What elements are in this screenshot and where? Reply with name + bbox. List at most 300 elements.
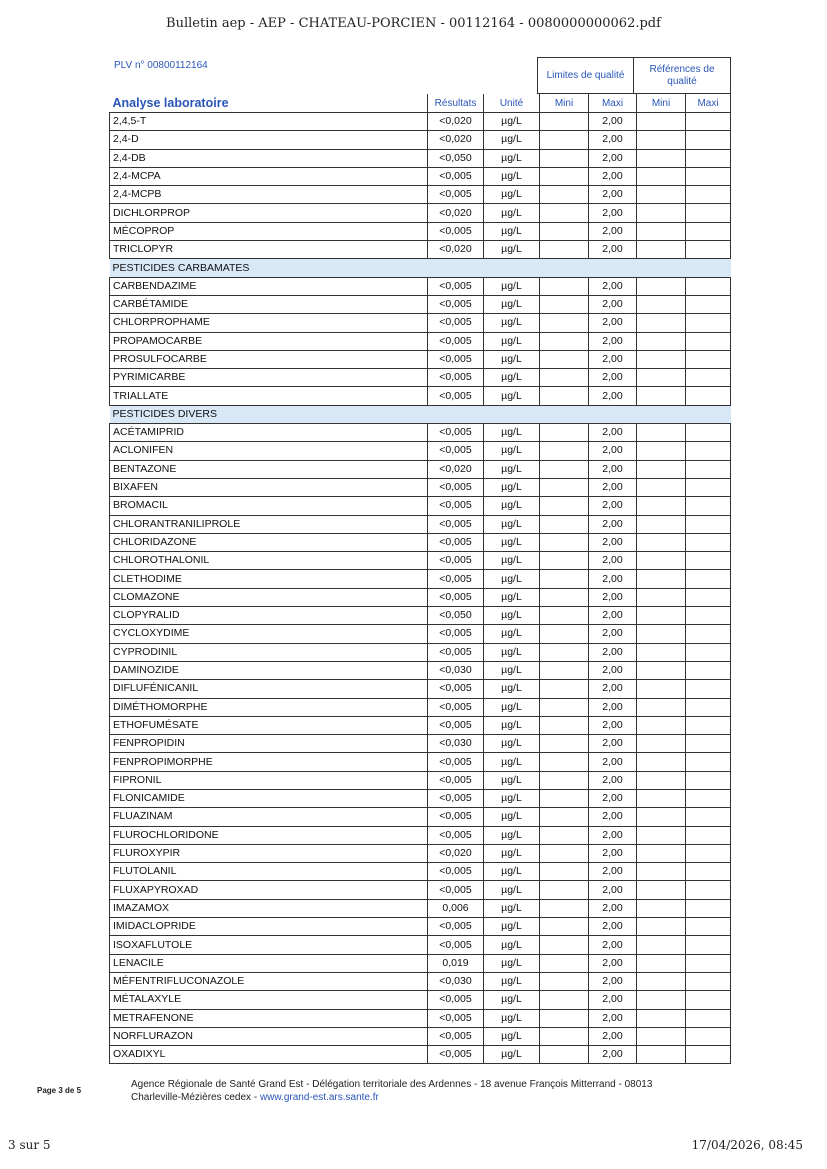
unit-value: µg/L <box>484 844 540 862</box>
result-value: <0,005 <box>428 478 484 496</box>
ref-min-value <box>637 954 686 972</box>
col-limits-min: Mini <box>540 94 589 113</box>
ref-min-value <box>637 881 686 899</box>
limit-max-value: 2,00 <box>589 698 637 716</box>
col-refs-min: Mini <box>637 94 686 113</box>
ref-min-value <box>637 899 686 917</box>
ref-max-value <box>686 808 731 826</box>
unit-value: µg/L <box>484 442 540 460</box>
parameter-name: ACLONIFEN <box>110 442 428 460</box>
table-row <box>110 936 731 954</box>
parameter-name: 2,4-MCPB <box>110 186 428 204</box>
parameter-name: CARBÉTAMIDE <box>110 295 428 313</box>
table-row <box>110 369 731 387</box>
limit-max-value: 2,00 <box>589 460 637 478</box>
ref-min-value <box>637 972 686 990</box>
limit-min-value <box>540 314 589 332</box>
result-value: <0,005 <box>428 863 484 881</box>
parameter-name: DIMÉTHOMORPHE <box>110 698 428 716</box>
table-row <box>110 1046 731 1064</box>
table-row <box>110 881 731 899</box>
ref-max-value <box>686 332 731 350</box>
ref-min-value <box>637 424 686 442</box>
parameter-name: 2,4-DB <box>110 149 428 167</box>
parameter-name: CHLOROTHALONIL <box>110 552 428 570</box>
table-row <box>110 954 731 972</box>
limit-min-value <box>540 167 589 185</box>
unit-value: µg/L <box>484 643 540 661</box>
ref-min-value <box>637 186 686 204</box>
result-value: <0,005 <box>428 570 484 588</box>
result-value: <0,020 <box>428 131 484 149</box>
ref-min-value <box>637 387 686 405</box>
result-value: 0,019 <box>428 954 484 972</box>
table-row <box>110 588 731 606</box>
unit-value: µg/L <box>484 369 540 387</box>
result-value: <0,005 <box>428 881 484 899</box>
table-row <box>110 241 731 259</box>
limit-max-value: 2,00 <box>589 314 637 332</box>
table-row <box>110 332 731 350</box>
limit-max-value: 2,00 <box>589 369 637 387</box>
limit-min-value <box>540 332 589 350</box>
ref-min-value <box>637 369 686 387</box>
limit-min-value <box>540 991 589 1009</box>
ref-min-value <box>637 753 686 771</box>
parameter-name: PROSULFOCARBE <box>110 350 428 368</box>
limit-max-value: 2,00 <box>589 350 637 368</box>
result-value: <0,020 <box>428 241 484 259</box>
limit-max-value: 2,00 <box>589 735 637 753</box>
ref-min-value <box>637 661 686 679</box>
limit-max-value: 2,00 <box>589 149 637 167</box>
ref-max-value <box>686 863 731 881</box>
unit-value: µg/L <box>484 661 540 679</box>
result-value: <0,005 <box>428 808 484 826</box>
ref-max-value <box>686 881 731 899</box>
ref-min-value <box>637 277 686 295</box>
unit-value: µg/L <box>484 460 540 478</box>
limit-max-value: 2,00 <box>589 497 637 515</box>
parameter-name: CLETHODIME <box>110 570 428 588</box>
limit-max-value: 2,00 <box>589 991 637 1009</box>
col-results: Résultats <box>428 94 484 113</box>
result-value: <0,050 <box>428 607 484 625</box>
limit-min-value <box>540 625 589 643</box>
limit-min-value <box>540 295 589 313</box>
page-number: Page 3 de 5 <box>37 1086 82 1095</box>
result-value: <0,005 <box>428 643 484 661</box>
parameter-name: PYRIMICARBE <box>110 369 428 387</box>
ref-max-value <box>686 515 731 533</box>
limit-min-value <box>540 277 589 295</box>
table-row <box>110 771 731 789</box>
result-value: <0,005 <box>428 295 484 313</box>
limit-min-value <box>540 186 589 204</box>
ref-max-value <box>686 1046 731 1064</box>
table-header-row <box>110 94 731 113</box>
plv-number: PLV n° 00800112164 <box>114 60 208 71</box>
ref-max-value <box>686 753 731 771</box>
unit-value: µg/L <box>484 149 540 167</box>
limit-max-value: 2,00 <box>589 899 637 917</box>
result-value: <0,005 <box>428 680 484 698</box>
col-unit: Unité <box>484 94 540 113</box>
parameter-name: CYPRODINIL <box>110 643 428 661</box>
limit-max-value: 2,00 <box>589 241 637 259</box>
result-value: <0,005 <box>428 1009 484 1027</box>
table-row <box>110 918 731 936</box>
print-header-title: Bulletin aep - AEP - CHATEAU-PORCIEN - 00112164 - 0080000000062.pdf <box>166 16 661 31</box>
ref-max-value <box>686 131 731 149</box>
ref-min-value <box>637 570 686 588</box>
limit-max-value: 2,00 <box>589 113 637 131</box>
print-timestamp: 17/04/2026, 08:45 <box>691 1138 803 1152</box>
result-value: <0,005 <box>428 186 484 204</box>
result-value: <0,005 <box>428 625 484 643</box>
limit-min-value <box>540 570 589 588</box>
parameter-name: NORFLURAZON <box>110 1027 428 1045</box>
result-value: <0,005 <box>428 314 484 332</box>
ref-max-value <box>686 350 731 368</box>
limit-max-value: 2,00 <box>589 881 637 899</box>
table-row <box>110 1027 731 1045</box>
parameter-name: CYCLOXYDIME <box>110 625 428 643</box>
unit-value: µg/L <box>484 771 540 789</box>
table-row <box>110 753 731 771</box>
limit-max-value: 2,00 <box>589 424 637 442</box>
table-row <box>110 570 731 588</box>
unit-value: µg/L <box>484 588 540 606</box>
ref-max-value <box>686 167 731 185</box>
table-row <box>110 972 731 990</box>
limit-min-value <box>540 204 589 222</box>
table-title: Analyse laboratoire <box>110 94 428 113</box>
ref-min-value <box>637 515 686 533</box>
limit-min-value <box>540 954 589 972</box>
limit-min-value <box>540 478 589 496</box>
parameter-name: TRICLOPYR <box>110 241 428 259</box>
table-row <box>110 442 731 460</box>
section-title: PESTICIDES DIVERS <box>110 405 731 423</box>
result-value: <0,005 <box>428 350 484 368</box>
parameter-name: DAMINOZIDE <box>110 661 428 679</box>
unit-value: µg/L <box>484 387 540 405</box>
limit-max-value: 2,00 <box>589 607 637 625</box>
ref-min-value <box>637 204 686 222</box>
limit-min-value <box>540 1009 589 1027</box>
unit-value: µg/L <box>484 991 540 1009</box>
ref-min-value <box>637 222 686 240</box>
limit-min-value <box>540 222 589 240</box>
limit-max-value: 2,00 <box>589 552 637 570</box>
ref-max-value <box>686 698 731 716</box>
unit-value: µg/L <box>484 186 540 204</box>
unit-value: µg/L <box>484 167 540 185</box>
table-row <box>110 607 731 625</box>
result-value: <0,030 <box>428 661 484 679</box>
limit-max-value: 2,00 <box>589 826 637 844</box>
ref-max-value <box>686 625 731 643</box>
ref-max-value <box>686 460 731 478</box>
limit-min-value <box>540 808 589 826</box>
ref-max-value <box>686 533 731 551</box>
table-row <box>110 680 731 698</box>
limit-min-value <box>540 881 589 899</box>
table-row <box>110 350 731 368</box>
result-value: <0,020 <box>428 113 484 131</box>
ref-min-value <box>637 131 686 149</box>
limit-max-value: 2,00 <box>589 295 637 313</box>
quality-limits-header: Limites de qualité <box>537 57 634 94</box>
unit-value: µg/L <box>484 899 540 917</box>
ref-min-value <box>637 844 686 862</box>
ref-min-value <box>637 991 686 1009</box>
result-value: <0,005 <box>428 552 484 570</box>
ref-min-value <box>637 716 686 734</box>
limit-min-value <box>540 607 589 625</box>
quality-references-header: Références de qualité <box>633 57 731 94</box>
parameter-name: FENPROPIMORPHE <box>110 753 428 771</box>
limit-max-value: 2,00 <box>589 771 637 789</box>
result-value: <0,005 <box>428 167 484 185</box>
result-value: <0,050 <box>428 149 484 167</box>
unit-value: µg/L <box>484 881 540 899</box>
table-row <box>110 113 731 131</box>
ref-min-value <box>637 789 686 807</box>
result-value: 0,006 <box>428 899 484 917</box>
limit-max-value: 2,00 <box>589 753 637 771</box>
limit-max-value: 2,00 <box>589 789 637 807</box>
unit-value: µg/L <box>484 625 540 643</box>
limit-min-value <box>540 369 589 387</box>
section-header-row <box>110 405 731 423</box>
ref-max-value <box>686 643 731 661</box>
limit-max-value: 2,00 <box>589 570 637 588</box>
limit-max-value: 2,00 <box>589 716 637 734</box>
parameter-name: FLUXAPYROXAD <box>110 881 428 899</box>
result-value: <0,030 <box>428 972 484 990</box>
parameter-name: DIFLUFÉNICANIL <box>110 680 428 698</box>
ref-max-value <box>686 241 731 259</box>
parameter-name: ISOXAFLUTOLE <box>110 936 428 954</box>
unit-value: µg/L <box>484 826 540 844</box>
limit-max-value: 2,00 <box>589 661 637 679</box>
agency-address <box>131 1078 652 1104</box>
unit-value: µg/L <box>484 972 540 990</box>
unit-value: µg/L <box>484 350 540 368</box>
ref-min-value <box>637 698 686 716</box>
ref-max-value <box>686 442 731 460</box>
limit-min-value <box>540 387 589 405</box>
unit-value: µg/L <box>484 295 540 313</box>
table-row <box>110 698 731 716</box>
ref-min-value <box>637 1046 686 1064</box>
result-value: <0,005 <box>428 753 484 771</box>
unit-value: µg/L <box>484 131 540 149</box>
result-value: <0,005 <box>428 991 484 1009</box>
limit-max-value: 2,00 <box>589 643 637 661</box>
print-page-count: 3 sur 5 <box>8 1138 51 1152</box>
ref-max-value <box>686 771 731 789</box>
limit-max-value: 2,00 <box>589 515 637 533</box>
limit-min-value <box>540 698 589 716</box>
limit-min-value <box>540 716 589 734</box>
table-row <box>110 899 731 917</box>
table-row <box>110 222 731 240</box>
table-row <box>110 863 731 881</box>
limit-max-value: 2,00 <box>589 954 637 972</box>
unit-value: µg/L <box>484 570 540 588</box>
table-row <box>110 625 731 643</box>
ref-max-value <box>686 936 731 954</box>
unit-value: µg/L <box>484 698 540 716</box>
table-row <box>110 204 731 222</box>
unit-value: µg/L <box>484 314 540 332</box>
ref-min-value <box>637 167 686 185</box>
unit-value: µg/L <box>484 424 540 442</box>
ref-min-value <box>637 863 686 881</box>
ref-max-value <box>686 186 731 204</box>
parameter-name: FLUTOLANIL <box>110 863 428 881</box>
ref-min-value <box>637 478 686 496</box>
limit-min-value <box>540 424 589 442</box>
ref-max-value <box>686 899 731 917</box>
ref-max-value <box>686 1009 731 1027</box>
unit-value: µg/L <box>484 552 540 570</box>
ref-min-value <box>637 826 686 844</box>
limit-max-value: 2,00 <box>589 972 637 990</box>
parameter-name: IMAZAMOX <box>110 899 428 917</box>
result-value: <0,005 <box>428 424 484 442</box>
table-row <box>110 991 731 1009</box>
parameter-name: 2,4-D <box>110 131 428 149</box>
ref-min-value <box>637 497 686 515</box>
ref-max-value <box>686 222 731 240</box>
ref-max-value <box>686 1027 731 1045</box>
result-value: <0,020 <box>428 204 484 222</box>
table-row <box>110 478 731 496</box>
unit-value: µg/L <box>484 735 540 753</box>
unit-value: µg/L <box>484 918 540 936</box>
ref-min-value <box>637 241 686 259</box>
limit-min-value <box>540 936 589 954</box>
ref-max-value <box>686 387 731 405</box>
ref-min-value <box>637 1027 686 1045</box>
parameter-name: CLOMAZONE <box>110 588 428 606</box>
agency-line-1: Agence Régionale de Santé Grand Est - Délégation territoriale des Ardennes - 18 avenue François Mitterrand - 08013 <box>131 1079 653 1090</box>
unit-value: µg/L <box>484 533 540 551</box>
limit-min-value <box>540 753 589 771</box>
unit-value: µg/L <box>484 863 540 881</box>
result-value: <0,005 <box>428 588 484 606</box>
ref-max-value <box>686 277 731 295</box>
result-value: <0,005 <box>428 533 484 551</box>
ref-max-value <box>686 113 731 131</box>
limit-min-value <box>540 241 589 259</box>
unit-value: µg/L <box>484 497 540 515</box>
ref-max-value <box>686 826 731 844</box>
agency-line-2 <box>131 1091 652 1104</box>
unit-value: µg/L <box>484 716 540 734</box>
ref-min-value <box>637 771 686 789</box>
ref-max-value <box>686 972 731 990</box>
agency-website-link[interactable]: www.grand-est.ars.sante.fr <box>259 1092 379 1103</box>
limit-max-value: 2,00 <box>589 167 637 185</box>
limit-min-value <box>540 533 589 551</box>
unit-value: µg/L <box>484 222 540 240</box>
limit-min-value <box>540 460 589 478</box>
table-row <box>110 735 731 753</box>
unit-value: µg/L <box>484 1046 540 1064</box>
table-row <box>110 424 731 442</box>
ref-min-value <box>637 350 686 368</box>
unit-value: µg/L <box>484 515 540 533</box>
parameter-name: MÉTALAXYLE <box>110 991 428 1009</box>
limit-min-value <box>540 899 589 917</box>
ref-min-value <box>637 314 686 332</box>
table-row <box>110 149 731 167</box>
ref-max-value <box>686 552 731 570</box>
ref-max-value <box>686 570 731 588</box>
table-row <box>110 497 731 515</box>
table-row <box>110 131 731 149</box>
ref-min-value <box>637 442 686 460</box>
ref-min-value <box>637 936 686 954</box>
ref-max-value <box>686 716 731 734</box>
limit-max-value: 2,00 <box>589 131 637 149</box>
ref-min-value <box>637 607 686 625</box>
limit-min-value <box>540 771 589 789</box>
limit-max-value: 2,00 <box>589 588 637 606</box>
limit-min-value <box>540 497 589 515</box>
result-value: <0,005 <box>428 771 484 789</box>
analysis-table <box>109 94 731 1064</box>
col-limits-max: Maxi <box>589 94 637 113</box>
result-value: <0,020 <box>428 460 484 478</box>
result-value: <0,030 <box>428 735 484 753</box>
table-row <box>110 186 731 204</box>
unit-value: µg/L <box>484 332 540 350</box>
limit-max-value: 2,00 <box>589 442 637 460</box>
limit-min-value <box>540 735 589 753</box>
unit-value: µg/L <box>484 753 540 771</box>
section-header-row <box>110 259 731 277</box>
limit-max-value: 2,00 <box>589 680 637 698</box>
parameter-name: MÉFENTRIFLUCONAZOLE <box>110 972 428 990</box>
table-row <box>110 515 731 533</box>
result-value: <0,005 <box>428 918 484 936</box>
col-refs-max: Maxi <box>686 94 731 113</box>
limit-max-value: 2,00 <box>589 332 637 350</box>
ref-max-value <box>686 661 731 679</box>
parameter-name: CHLORANTRANILIPROLE <box>110 515 428 533</box>
unit-value: µg/L <box>484 277 540 295</box>
result-value: <0,005 <box>428 515 484 533</box>
result-value: <0,005 <box>428 716 484 734</box>
result-value: <0,005 <box>428 1046 484 1064</box>
ref-max-value <box>686 680 731 698</box>
parameter-name: ETHOFUMÉSATE <box>110 716 428 734</box>
limit-max-value: 2,00 <box>589 625 637 643</box>
ref-max-value <box>686 735 731 753</box>
table-row <box>110 661 731 679</box>
unit-value: µg/L <box>484 1027 540 1045</box>
result-value: <0,005 <box>428 332 484 350</box>
limit-max-value: 2,00 <box>589 936 637 954</box>
ref-min-value <box>637 918 686 936</box>
ref-max-value <box>686 607 731 625</box>
